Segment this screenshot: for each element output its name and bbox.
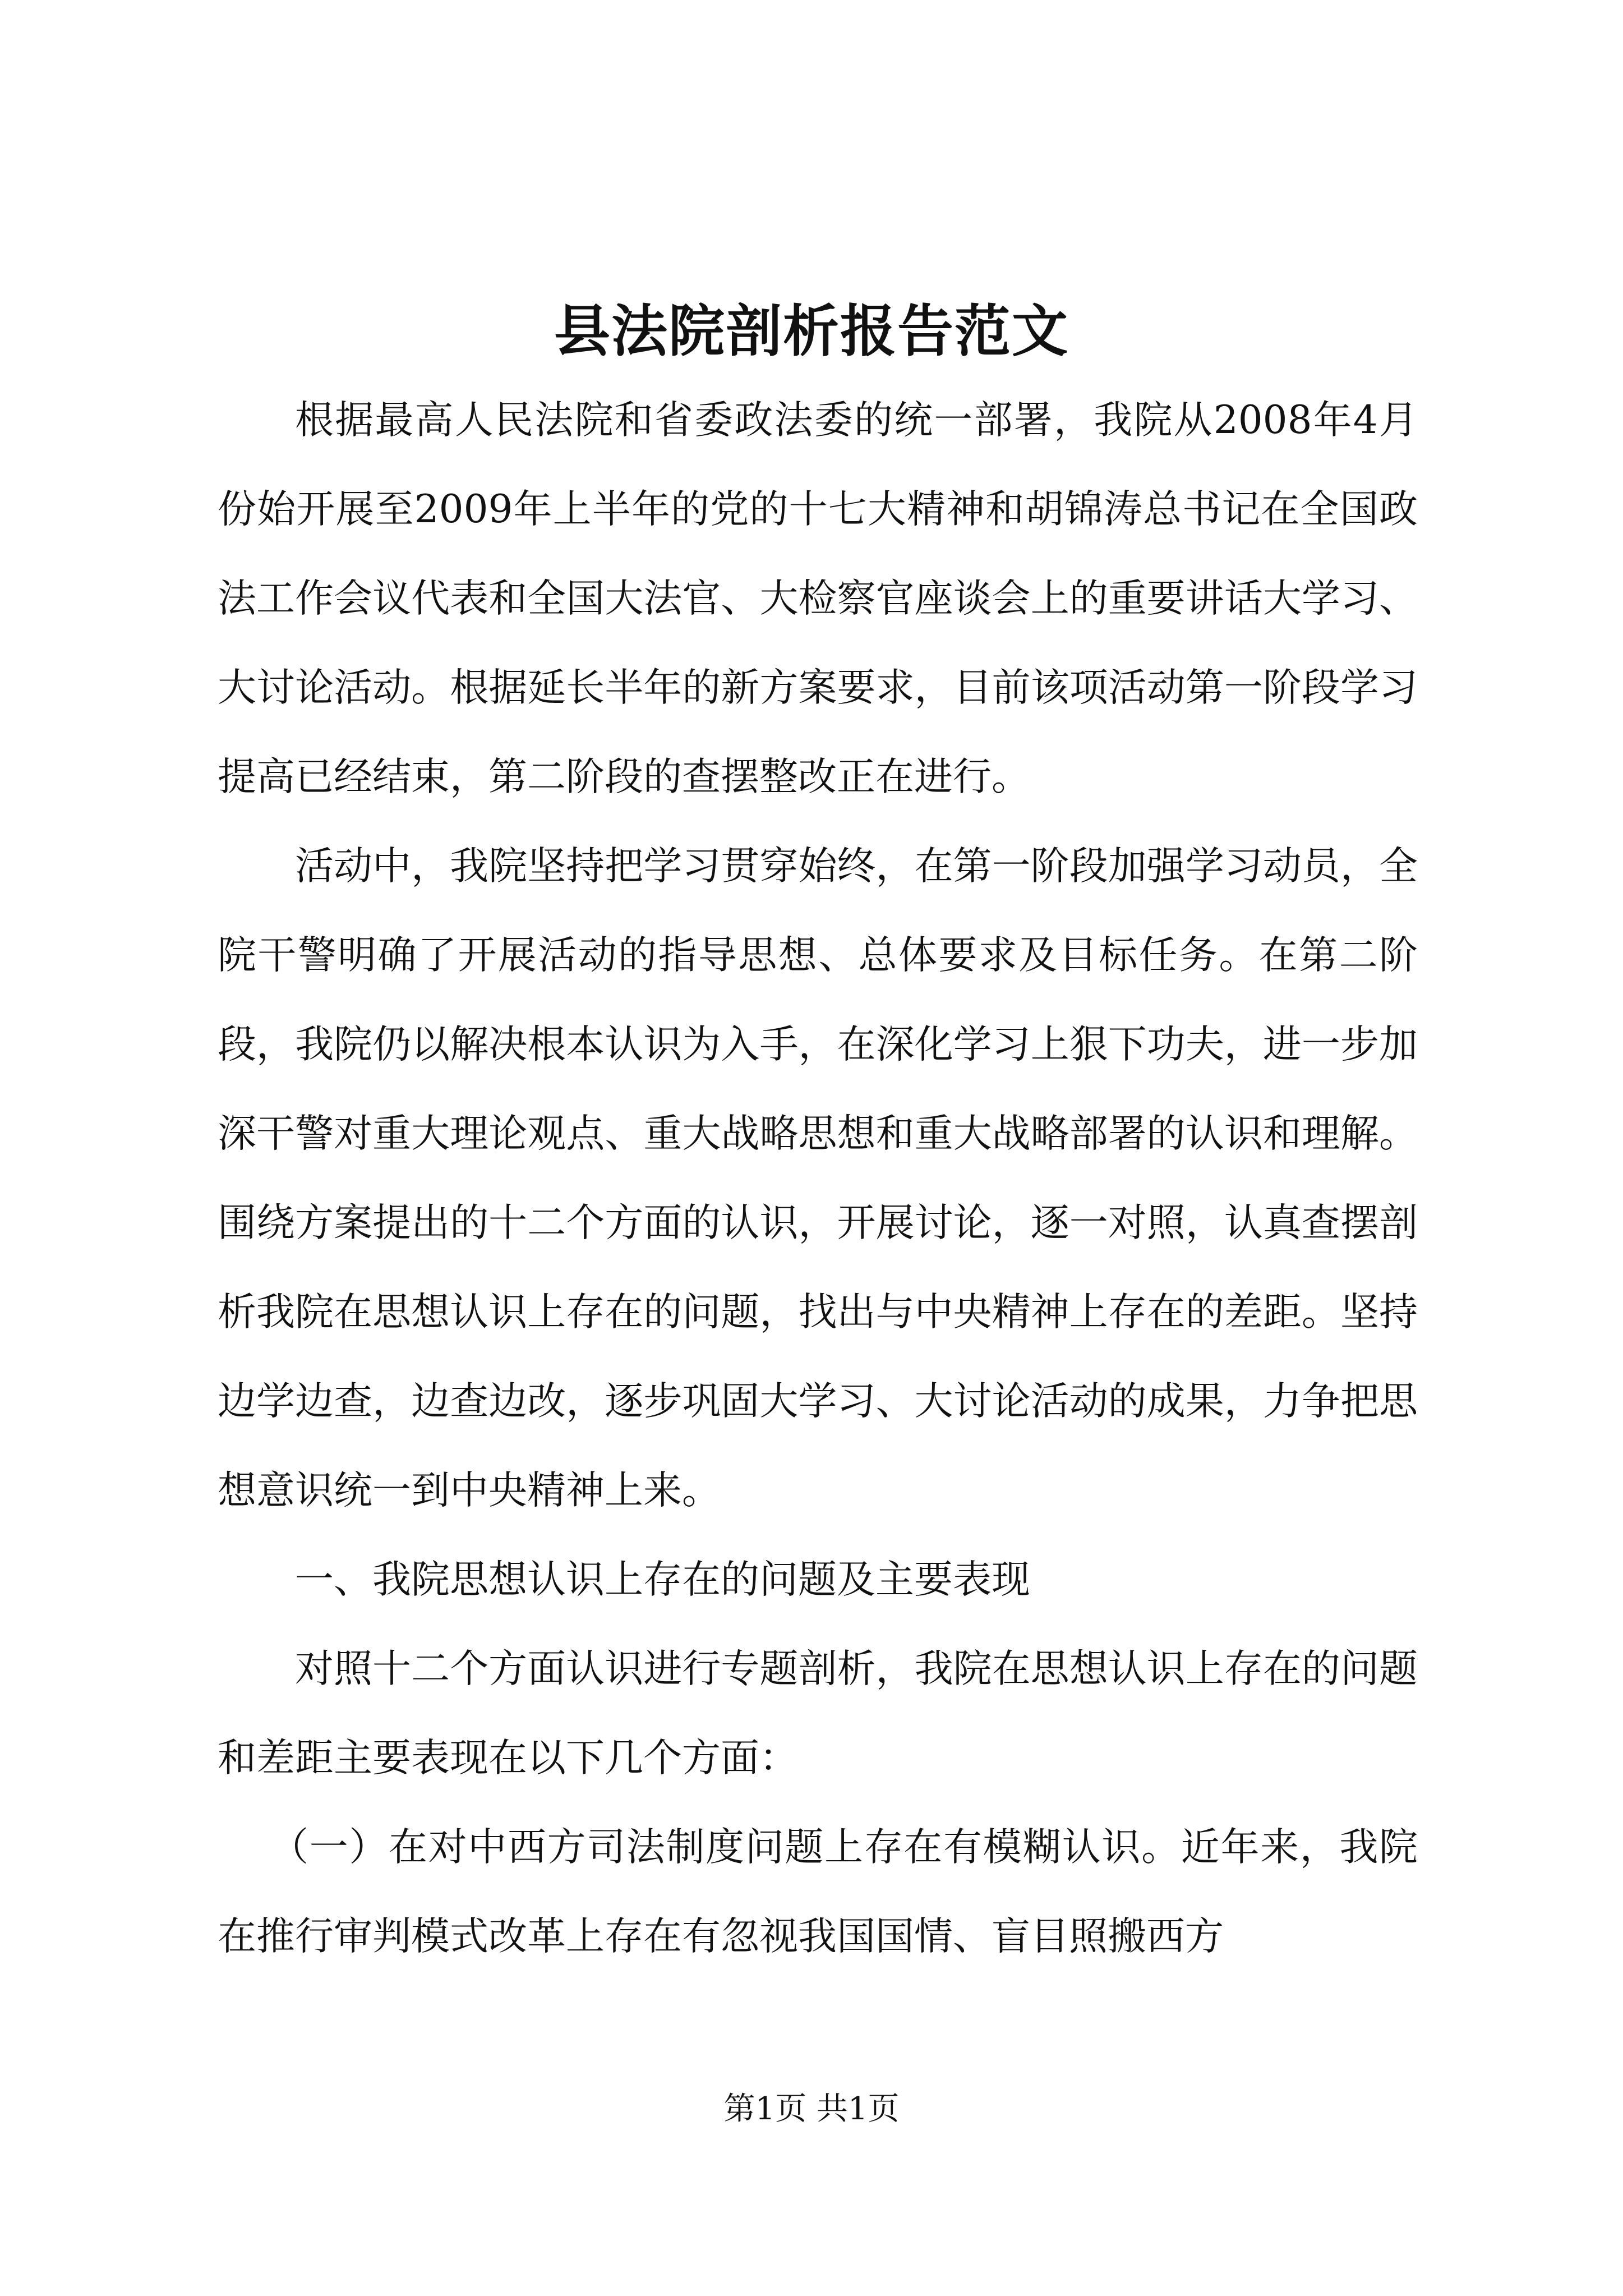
document-title: 县法院剖析报告范文 xyxy=(554,298,1069,364)
paragraph-intro: 根据最高人民法院和省委政法委的统一部署，我院从2008年4月份始开展至2009年上半年的党的十七大精神和胡锦涛总书记在全国政法工作会议代表和全国大法官、大检察官座谈会上的重要讲话大学习、大讨论活动。根据延长半年的新方案要求，目前该项活动第一阶段学习提高已经结束，第二阶段的查摆整改正在进行。 xyxy=(218,398,1418,799)
page-footer: 第1页 共1页 xyxy=(723,2091,900,2127)
paragraph-item-one: （一）在对中西方司法制度问题上存在有模糊认识。近年来，我院在推行审判模式改革上存在有忽视我国国情、盲目照搬西方 xyxy=(218,1825,1418,1959)
section-heading-problems: 一、我院思想认识上存在的问题及主要表现 xyxy=(295,1557,1030,1602)
document-body xyxy=(218,376,1418,1981)
paragraph-analysis-intro: 对照十二个方面认识进行专题剖析，我院在思想认识上存在的问题和差距主要表现在以下几个方面： xyxy=(218,1646,1418,1780)
paragraph-activities: 活动中，我院坚持把学习贯穿始终，在第一阶段加强学习动员，全院干警明确了开展活动的指导思想、总体要求及目标任务。在第二阶段，我院仍以解决根本认识为入手，在深化学习上狠下功夫，进一步加深干警对重大理论观点、重大战略思想和重大战略部署的认识和理解。围绕方案提出的十二个方面的认识，开展讨论，逐一对照，认真查摆剖析我院在思想认识上存在的问题，找出与中央精神上存在的差距。坚持边学边查，边查边改，逐步巩固大学习、大讨论活动的成果，力争把思想意识统一到中央精神上来。 xyxy=(218,844,1418,1513)
